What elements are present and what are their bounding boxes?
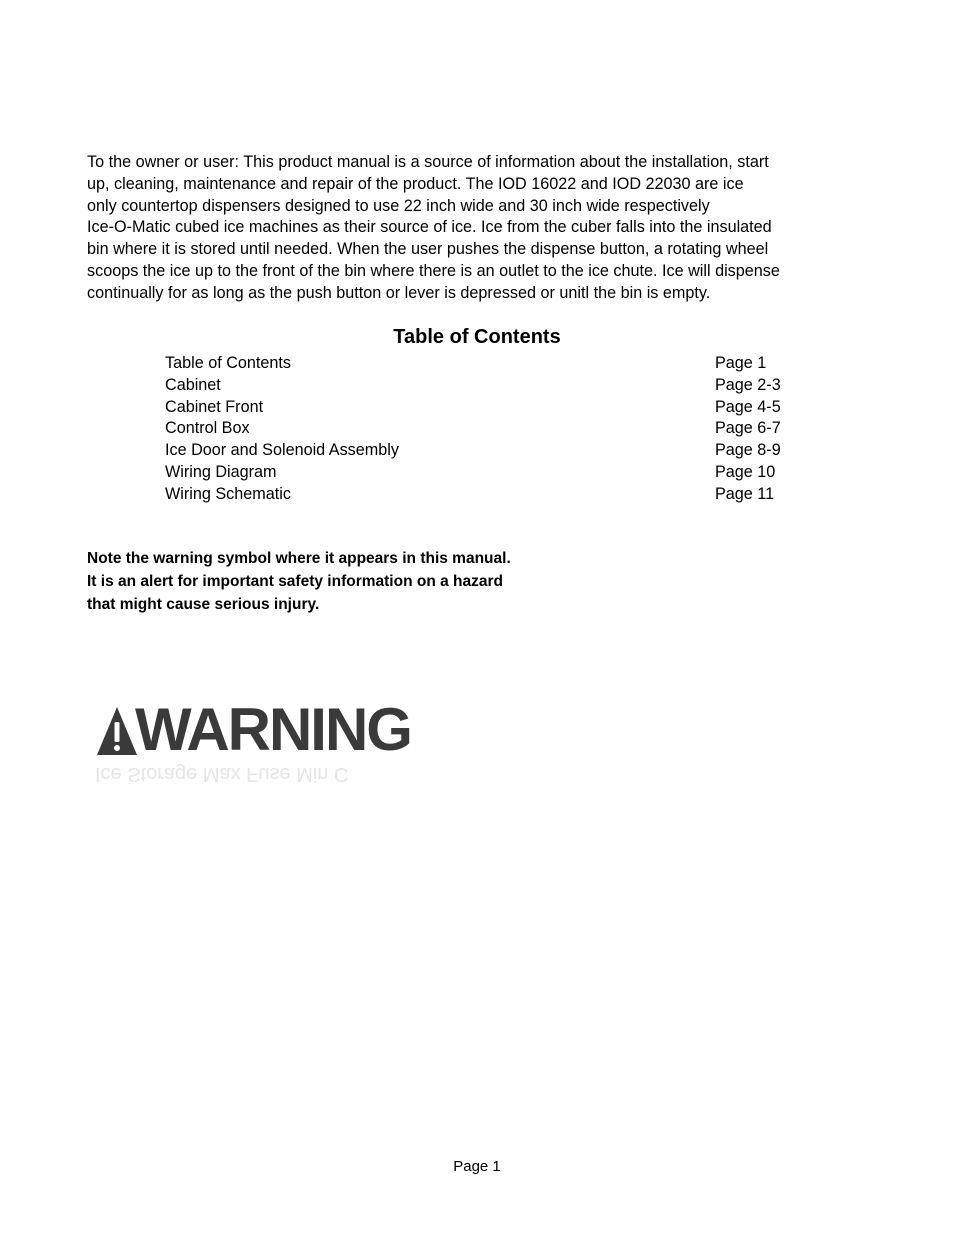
toc-entry-page: Page 10 <box>715 462 776 481</box>
toc-entry-label: Cabinet Front <box>165 397 264 416</box>
toc-title: Table of Contents <box>393 326 561 348</box>
toc-entry <box>165 484 805 506</box>
toc-entry <box>165 353 805 375</box>
intro-line: only countertop dispensers designed to use 22 inch wide and 30 inch wide respectively <box>87 196 710 215</box>
toc-entry-page: Page 6-7 <box>715 419 781 438</box>
intro-line: Ice-O-Matic cubed ice machines as their source of ice. Ice from the cuber falls into the insulated <box>87 218 772 237</box>
toc-entry <box>165 462 805 484</box>
warning-triangle-icon <box>95 705 139 757</box>
toc-entry-label: Table of Contents <box>165 354 291 372</box>
toc-entry-label: Control Box <box>165 419 250 438</box>
intro-line: up, cleaning, maintenance and repair of the product. The IOD 16022 and IOD 22030 are ice <box>87 174 744 193</box>
intro-line: continually for as long as the push button or lever is depressed or unitl the bin is empty. <box>87 283 711 302</box>
toc-entry-label: Ice Door and Solenoid Assembly <box>165 441 399 460</box>
toc-entry-page: Page 2-3 <box>715 375 781 394</box>
toc-entry-label: Cabinet <box>165 375 221 394</box>
toc-entry <box>165 418 805 440</box>
note-line: It is an alert for important safety information on a hazard <box>87 573 503 590</box>
toc-entry-label: Wiring Diagram <box>165 462 277 481</box>
toc-entry <box>165 397 805 419</box>
intro-line: To the owner or user: This product manual is a source of information about the installation, start <box>87 153 769 171</box>
note-line: Note the warning symbol where it appears in this manual. <box>87 550 511 567</box>
intro-line: scoops the ice up to the front of the bin where there is an outlet to the ice chute. Ice will dispense <box>87 261 780 280</box>
toc-entry <box>165 375 805 397</box>
warning-word: WARNING <box>135 696 411 763</box>
toc-entry <box>165 440 805 462</box>
warning-logo <box>95 696 495 795</box>
note-line: that might cause serious injury. <box>87 596 320 613</box>
bleed-through-text: Ice Storage Max Fuse Min C <box>95 763 349 785</box>
toc-entry-page: Page 4-5 <box>715 397 781 416</box>
table-of-contents <box>165 353 805 506</box>
warning-note <box>87 547 511 616</box>
intro-line: bin where it is stored until needed. When the user pushes the dispense button, a rotating wheel <box>87 240 769 259</box>
toc-entry-label: Wiring Schematic <box>165 484 291 503</box>
intro-paragraph <box>87 152 847 305</box>
toc-entry-page: Page 11 <box>715 484 775 503</box>
toc-entry-page: Page 1 <box>715 354 767 372</box>
page-number: Page 1 <box>453 1158 501 1175</box>
toc-entry-page: Page 8-9 <box>715 441 781 460</box>
